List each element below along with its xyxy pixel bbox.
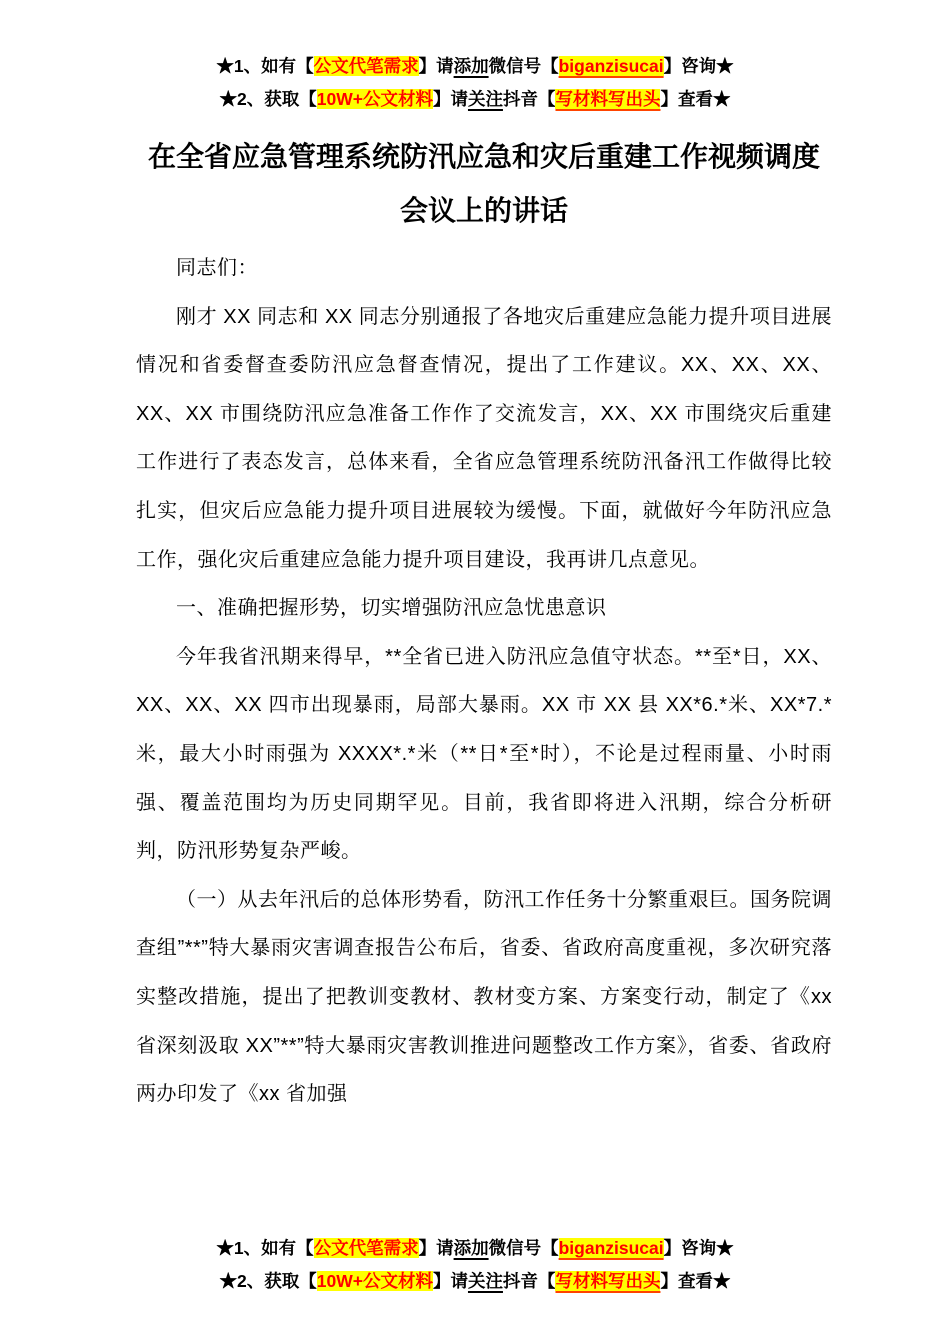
promo-line1-mid2: 微信号【: [488, 1238, 559, 1258]
promo-line1-mid1: 】请: [418, 56, 454, 76]
promo-line1-wechat-id: biganzisucai: [558, 1238, 664, 1258]
promo-line1-mid2: 微信号【: [488, 56, 559, 76]
promo-line2-highlight-material: 10W+公文材料: [316, 1271, 433, 1291]
promo-line2-mid2: 抖音【: [502, 89, 556, 109]
promo-footer: [0, 1232, 950, 1298]
promo-line1-mid1: 】请: [418, 1238, 454, 1258]
promo-line2-suffix: 】查看★: [660, 1271, 731, 1291]
section-heading-1: 一、准确把握形势，切实增强防汛应急忧患意识: [176, 597, 607, 620]
promo-header-line-1: [0, 50, 950, 83]
promo-line2-mid1: 】请: [432, 89, 468, 109]
promo-line1-highlight-service: 公文代笔需求: [313, 1238, 419, 1258]
paragraph-salutation: 同志们：: [176, 257, 258, 279]
promo-line1-suffix: 】咨询★: [663, 1238, 734, 1258]
promo-line2-suffix: 】查看★: [660, 89, 731, 109]
promo-header-line-2: [0, 83, 950, 116]
promo-footer-line-1: [0, 1232, 950, 1265]
promo-line2-prefix: ★2、获取【: [219, 1271, 317, 1291]
promo-line2-douyin-id: 写材料写出头: [555, 89, 661, 109]
promo-line2-mid2: 抖音【: [502, 1271, 556, 1291]
paragraph-intro: 刚才 XX 同志和 XX 同志分别通报了各地灾后重建应急能力提升项目进展情况和省委督查委防汛应急督查情况，提出了工作建议。XX、XX、XX、XX、XX 市围绕防汛应急准备工作作了交流发言，XX、XX 市围绕灾后重建工作进行了表态发言，总体来看，全省应急管理系统防汛备汛工作做得比较扎实，但灾后应急能力提升项目进展较为缓慢。下面，就做好今年防汛应急工作，强化灾后重建应急能力提升项目建设，我再讲几点意见。: [136, 305, 832, 571]
paragraph-flood-situation: 今年我省汛期来得早，**全省已进入防汛应急值守状态。**至*日，XX、XX、XX、XX 四市出现暴雨，局部大暴雨。XX 市 XX 县 XX*6.*米、XX*7.*米，最大小时雨强为 XXXX*.*米（**日*至*时），不论是过程雨量、小时雨强、覆盖范围均为历史同期罕见。目前，我省即将进入汛期，综合分析研判，防汛形势复杂严峻。: [136, 645, 832, 863]
promo-line2-highlight-material: 10W+公文材料: [316, 89, 433, 109]
promo-line1-wechat-id: biganzisucai: [558, 56, 664, 76]
promo-line2-douyin-id: 写材料写出头: [555, 1271, 661, 1291]
promo-line1-highlight-service: 公文代笔需求: [313, 56, 419, 76]
paragraph-subsection-1: （一）从去年汛后的总体形势看，防汛工作任务十分繁重艰巨。国务院调查组”**”特大暴雨灾害调查报告公布后，省委、省政府高度重视，多次研究落实整改措施，提出了把教训变教材、教材变方案、方案变行动，制定了《xx 省深刻汲取 XX”**”特大暴雨灾害教训推进问题整改工作方案》，省委、省政府两办印发了《xx 省加强: [136, 888, 832, 1106]
promo-line2-underlined-follow: 关注: [467, 89, 503, 109]
promo-line1-underlined-add: 添加: [453, 56, 489, 76]
promo-line1-underlined-add: 添加: [453, 1238, 489, 1258]
document-title: 在全省应急管理系统防汛应急和灾后重建工作视频调度会议上的讲话: [147, 141, 820, 226]
promo-line2-mid1: 】请: [432, 1271, 468, 1291]
promo-line2-prefix: ★2、获取【: [219, 89, 317, 109]
promo-line2-underlined-follow: 关注: [467, 1271, 503, 1291]
promo-line1-prefix: ★1、如有【: [216, 1238, 314, 1258]
promo-footer-line-2: [0, 1265, 950, 1298]
promo-line1-prefix: ★1、如有【: [216, 56, 314, 76]
document-body: [136, 244, 832, 1119]
promo-line1-suffix: 】咨询★: [663, 56, 734, 76]
promo-header: [0, 50, 950, 116]
